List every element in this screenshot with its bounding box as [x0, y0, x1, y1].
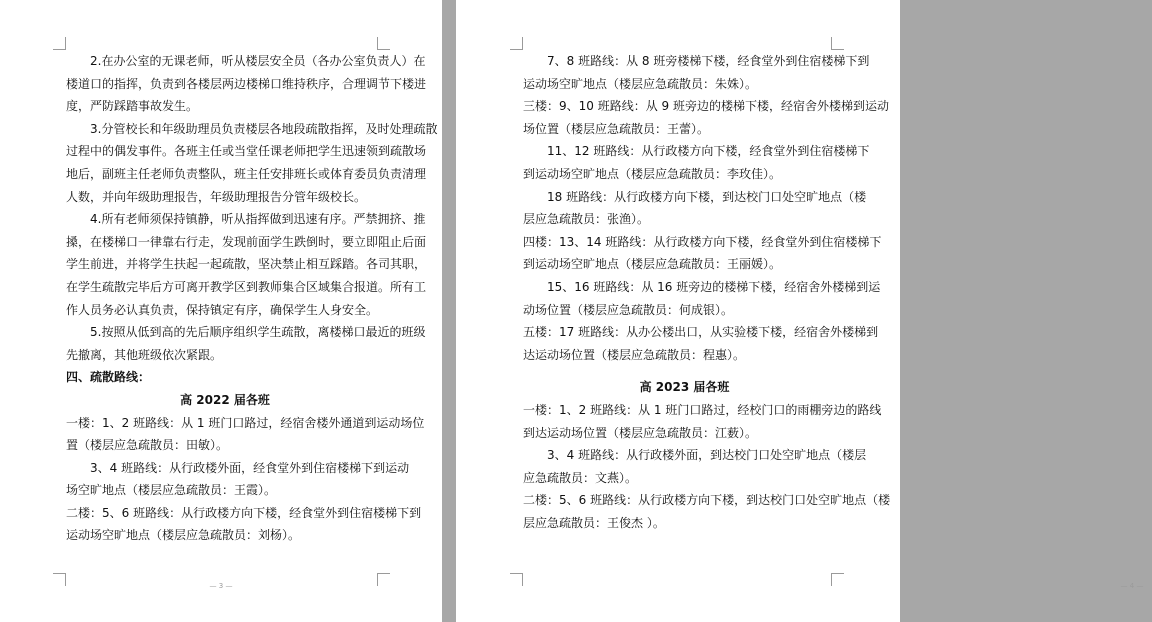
- paragraph-line: 层应急疏散员：张渔）。: [523, 212, 650, 227]
- paragraph-line: 五楼：17 班路线：从办公楼出口，从实验楼下楼，经宿舍外楼梯到: [523, 325, 879, 340]
- paragraph-line: 学生前进，并将学生扶起一起疏散，坚决禁止相互踩踏。各司其职，: [66, 257, 427, 272]
- paragraph-line: 人数，并向年级助理报告，年级助理报告分管年级校长。: [66, 189, 367, 204]
- paragraph-line: 度，严防踩踏事故发生。: [66, 99, 199, 114]
- page-gap: [442, 0, 456, 622]
- paragraph-line: 四楼：13、14 班路线：从行政楼方向下楼，经食堂外到住宿楼梯下: [523, 234, 882, 249]
- paragraph-line: 二楼：5、6 班路线：从行政楼方向下楼，经食堂外到住宿楼梯下到: [66, 505, 422, 520]
- crop-mark-top-right: [831, 37, 844, 50]
- paragraph-line: 在学生疏散完毕后方可离开教学区到教师集合区域集合报道。所有工: [66, 279, 427, 294]
- crop-mark-top-left: [510, 37, 523, 50]
- paragraph-line: 到运动场空旷地点（楼层应急疏散员：李玫佳）。: [523, 166, 782, 181]
- blank-space: [523, 366, 846, 376]
- paragraph-line: 到运动场空旷地点（楼层应急疏散员：王丽媛）。: [523, 257, 782, 272]
- crop-mark-top-right: [377, 37, 390, 50]
- paragraph-line: 达运动场位置（楼层应急疏散员：程惠）。: [523, 347, 746, 362]
- paragraph-line: 3.分管校长和年级助理员负责楼层各地段疏散指挥，及时处理疏散: [90, 121, 438, 136]
- paragraph-line: 11、12 班路线：从行政楼方向下楼，经食堂外到住宿楼梯下: [547, 144, 870, 159]
- paragraph-line: 18 班路线：从行政楼方向下楼，到达校门口处空旷地点（楼: [547, 189, 867, 204]
- paragraph-line: 场空旷地点（楼层应急疏散员：王霞）。: [66, 483, 277, 498]
- paragraph-line: 运动场空旷地点（楼层应急疏散员：朱姝）。: [523, 76, 758, 91]
- paragraph-line: 二楼：5、6 班路线：从行政楼方向下楼，到达校门口处空旷地点（楼: [523, 493, 891, 508]
- paragraph-line: 楼道口的指挥，负责到各楼层两边楼梯口维持秩序，合理调节下楼进: [66, 76, 427, 91]
- paragraph-line: 过程中的偶发事件。各班主任或当堂任课老师把学生迅速领到疏散场: [66, 144, 427, 159]
- crop-mark-top-left: [53, 37, 66, 50]
- crop-mark-bottom-right: [831, 573, 844, 586]
- crop-mark-bottom-left: [510, 573, 523, 586]
- page-number: — 4 —: [1120, 582, 1144, 590]
- paragraph-line: 动场位置（楼层应急疏散员：何成银）。: [523, 302, 734, 317]
- paragraph-line: 层应急疏散员：王俊杰 ）。: [523, 515, 665, 530]
- paragraph-line: 15、16 班路线：从 16 班旁边的楼梯下楼，经宿舍外楼梯到运: [547, 279, 881, 294]
- paragraph-line: 一楼：1、2 班路线：从 1 班门口路过，经宿舍楼外通道到运动场位: [66, 415, 425, 430]
- page-number: — 3 —: [209, 582, 233, 590]
- subsection-title: 高 2022 届各班: [180, 392, 270, 407]
- page-4-body: [523, 50, 891, 534]
- paragraph-line: 三楼：9、10 班路线：从 9 班旁边的楼梯下楼，经宿舍外楼梯到运动: [523, 99, 889, 114]
- paragraph-line: 应急疏散员：文燕）。: [523, 470, 638, 485]
- paragraph-line: 7、8 班路线：从 8 班旁楼梯下楼，经食堂外到住宿楼梯下到: [547, 54, 870, 68]
- paragraph-line: 搡，在楼梯口一律靠右行走，发现前面学生跌倒时，要立即阻止后面: [66, 234, 427, 249]
- paragraph-line: 一楼：1、2 班路线：从 1 班门口路过，经校门口的雨棚旁边的路线: [523, 402, 882, 417]
- paragraph-line: 场位置（楼层应急疏散员：王蕾）。: [523, 121, 710, 136]
- paragraph-line: 到达运动场位置（楼层应急疏散员：江薮）。: [523, 425, 758, 440]
- paragraph-line: 地后，副班主任老师负责整队，班主任安排班长或体育委员负责清理: [66, 166, 427, 181]
- paragraph-line: 4.所有老师须保持镇静，听从指挥做到迅速有序。严禁拥挤、推: [90, 212, 426, 227]
- section-heading: 四、疏散路线：: [66, 370, 151, 385]
- paragraph-line: 3、4 班路线：从行政楼外面，到达校门口处空旷地点（楼层: [547, 448, 867, 463]
- document-page-4: [456, 0, 1144, 622]
- paragraph-line: 作人员务必认真负责，保持镇定有序，确保学生人身安全。: [66, 302, 379, 317]
- page-3-body: [66, 50, 438, 547]
- paragraph-line: 5.按照从低到高的先后顺序组织学生疏散，离楼梯口最近的班级: [90, 325, 426, 340]
- paragraph-line: 先撤离，其他班级依次紧跟。: [66, 347, 223, 362]
- crop-mark-bottom-left: [53, 573, 66, 586]
- document-page-3: [0, 0, 442, 622]
- crop-mark-bottom-right: [377, 573, 390, 586]
- paragraph-line: 2.在办公室的无课老师，听从楼层安全员（各办公室负责人）在: [90, 54, 426, 68]
- paragraph-line: 运动场空旷地点（楼层应急疏散员：刘杨）。: [66, 528, 301, 543]
- paragraph-line: 置（楼层应急疏散员：田敏）。: [66, 438, 229, 453]
- subsection-title: 高 2023 届各班: [639, 380, 730, 395]
- paragraph-line: 3、4 班路线：从行政楼外面，经食堂外到住宿楼梯下到运动: [90, 460, 410, 475]
